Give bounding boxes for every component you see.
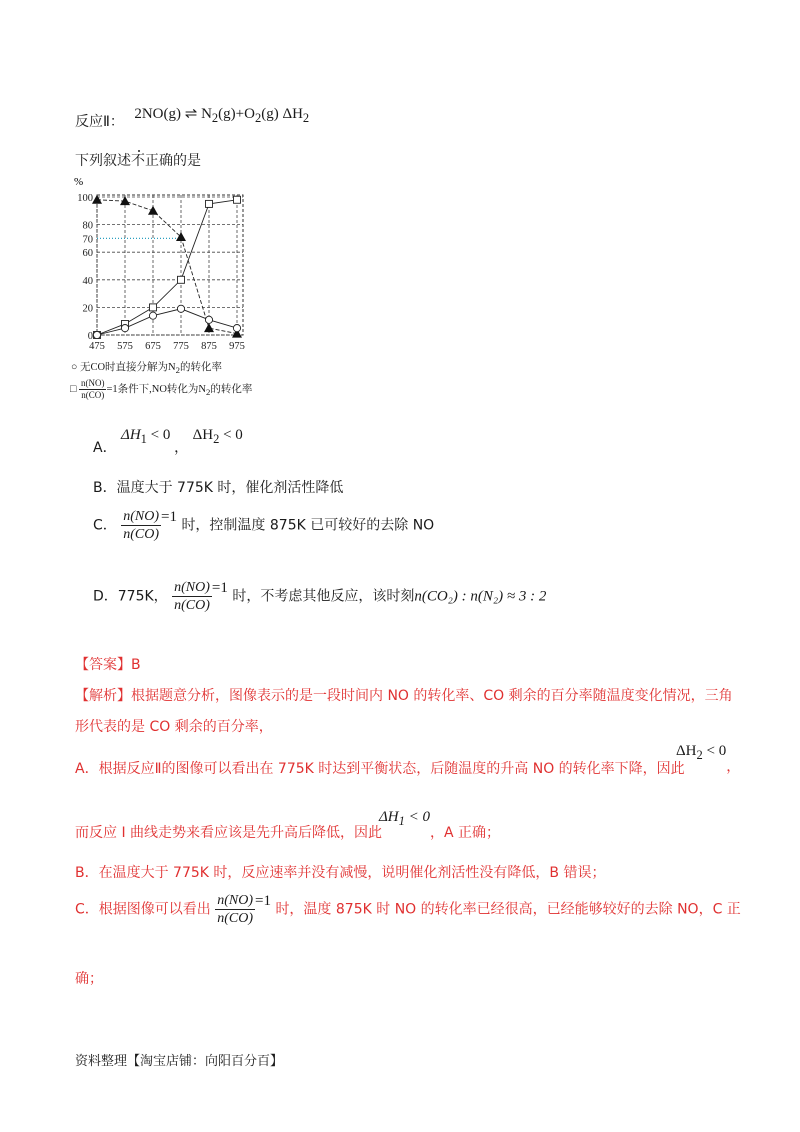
circle-point [93,331,100,338]
legend-square: □ $\frac{n(NO)}{n(CO)}$ =1条件下,NO转化为$N_2$的转化率 [70,378,253,400]
option-d-fraction: $\frac{n(NO)}{n(CO)}$ [174,580,210,613]
y-tick-label: 80 [82,220,93,232]
analysis-a-line-2: 而反应 I 曲线走势来看应该是先升高后降低，因此 [75,825,383,841]
x-tick-label: 775 [173,341,189,352]
circle-point [149,312,156,319]
circle-point [177,305,184,312]
option-c-fraction: $\frac{n(NO)}{n(CO)}$ [123,509,160,542]
chart-grid [97,195,243,335]
chart-frame [97,195,243,335]
question-text: 下列叙述不正确的是 [75,153,201,169]
reaction-2-line [75,103,310,130]
analysis-c-line-2: 确； [75,971,103,987]
series-line-triangle [97,200,237,334]
series-line-circle [97,309,237,335]
legend-circle: ○ 无CO时直接分解为$N_2$的转化率 [71,362,223,376]
y-tick-label: 100 [77,193,93,204]
footer-source: 资料整理【淘宝店铺：向阳百分百】 [75,1054,284,1069]
answer-line: 【答案】B [75,657,141,673]
circle-marker-icon: ○ [71,362,78,373]
reaction-2-equation: 2NO(g) ⇌ $N_2(g)+O_2(g)$ $\Delta H_2$ [134,106,310,125]
square-point [206,200,213,207]
conversion-chart [66,173,266,353]
square-point [150,304,157,311]
square-point [178,276,185,283]
analysis-a-line-1: A．根据反应Ⅱ的图像可以看出在 775K 时达到平衡状态，后随温度的升高 NO 的转化率下降，因此 [75,761,685,777]
analysis-c-fraction: $\frac{n(NO)}{n(CO)}$ [217,893,254,926]
option-b: B．温度大于 775K 时，催化剂活性降低 [93,480,344,496]
analysis-c-line: C．根据图像可以看出 $\frac{n(NO)}{n(CO)}$ =1 时，温度 875K 时 NO 的转化率已经很高，已经能够较好的去除 NO，C 正 [75,892,741,926]
option-d: D．775K， $\frac{n(NO)}{n(CO)}$ =1 时，不考虑其他反应，该时刻n(CO₂) : n(N₂) ≈ 3 : 2 [93,579,547,613]
analysis-a-expr: $\Delta H_2 < 0$， [676,743,741,775]
triangle-point [148,206,158,215]
series-lines [97,200,237,335]
analysis-b-line: B．在温度大于 775K 时，反应速率并没有减慢，说明催化剂活性没有降低，B 错误； [75,865,606,881]
y-axis-label: % [74,176,84,188]
analysis-a-expr-2: $\Delta H_1 < 0$，A 正确； [379,809,501,841]
emphasis-dot-char: 不 [131,153,145,169]
x-tick-label: 575 [117,341,133,352]
y-tick-label: 40 [82,275,93,287]
circle-point [205,316,212,323]
reaction-2-label: 反应Ⅱ： [75,114,124,130]
triangle-point [92,195,102,204]
option-a-label: A． [93,440,117,456]
square-marker-icon: □ [70,383,77,395]
analysis-line-2: 形代表的是 CO 剩余的百分率， [75,719,273,735]
circle-point [233,325,240,332]
y-tick-labels [77,193,93,342]
x-tick-label: 475 [89,341,105,352]
x-tick-label: 975 [229,341,245,352]
square-point [234,196,241,203]
triangle-point [204,323,214,332]
option-c: C． $\frac{n(NO)}{n(CO)}$ =1 时，控制温度 875K 已可较好的去除 NO [93,508,435,542]
series-markers [92,195,242,339]
y-tick-label: 60 [82,248,93,260]
y-tick-label: 70 [82,234,93,246]
y-tick-label: 20 [82,303,93,315]
x-tick-label: 675 [145,341,161,352]
analysis-line-1: 【解析】根据题意分析，图像表示的是一段时间内 NO 的转化率、CO 剩余的百分率随温度变化情况，三角 [75,688,733,704]
x-tick-label: 875 [201,341,217,352]
option-a: A． $\Delta H_1 < 0$ ， $\Delta H_2 < 0$ [93,427,243,456]
series-line-square [97,200,237,335]
y-tick-label: 0 [87,331,93,342]
x-tick-labels [89,341,245,352]
circle-point [121,325,128,332]
